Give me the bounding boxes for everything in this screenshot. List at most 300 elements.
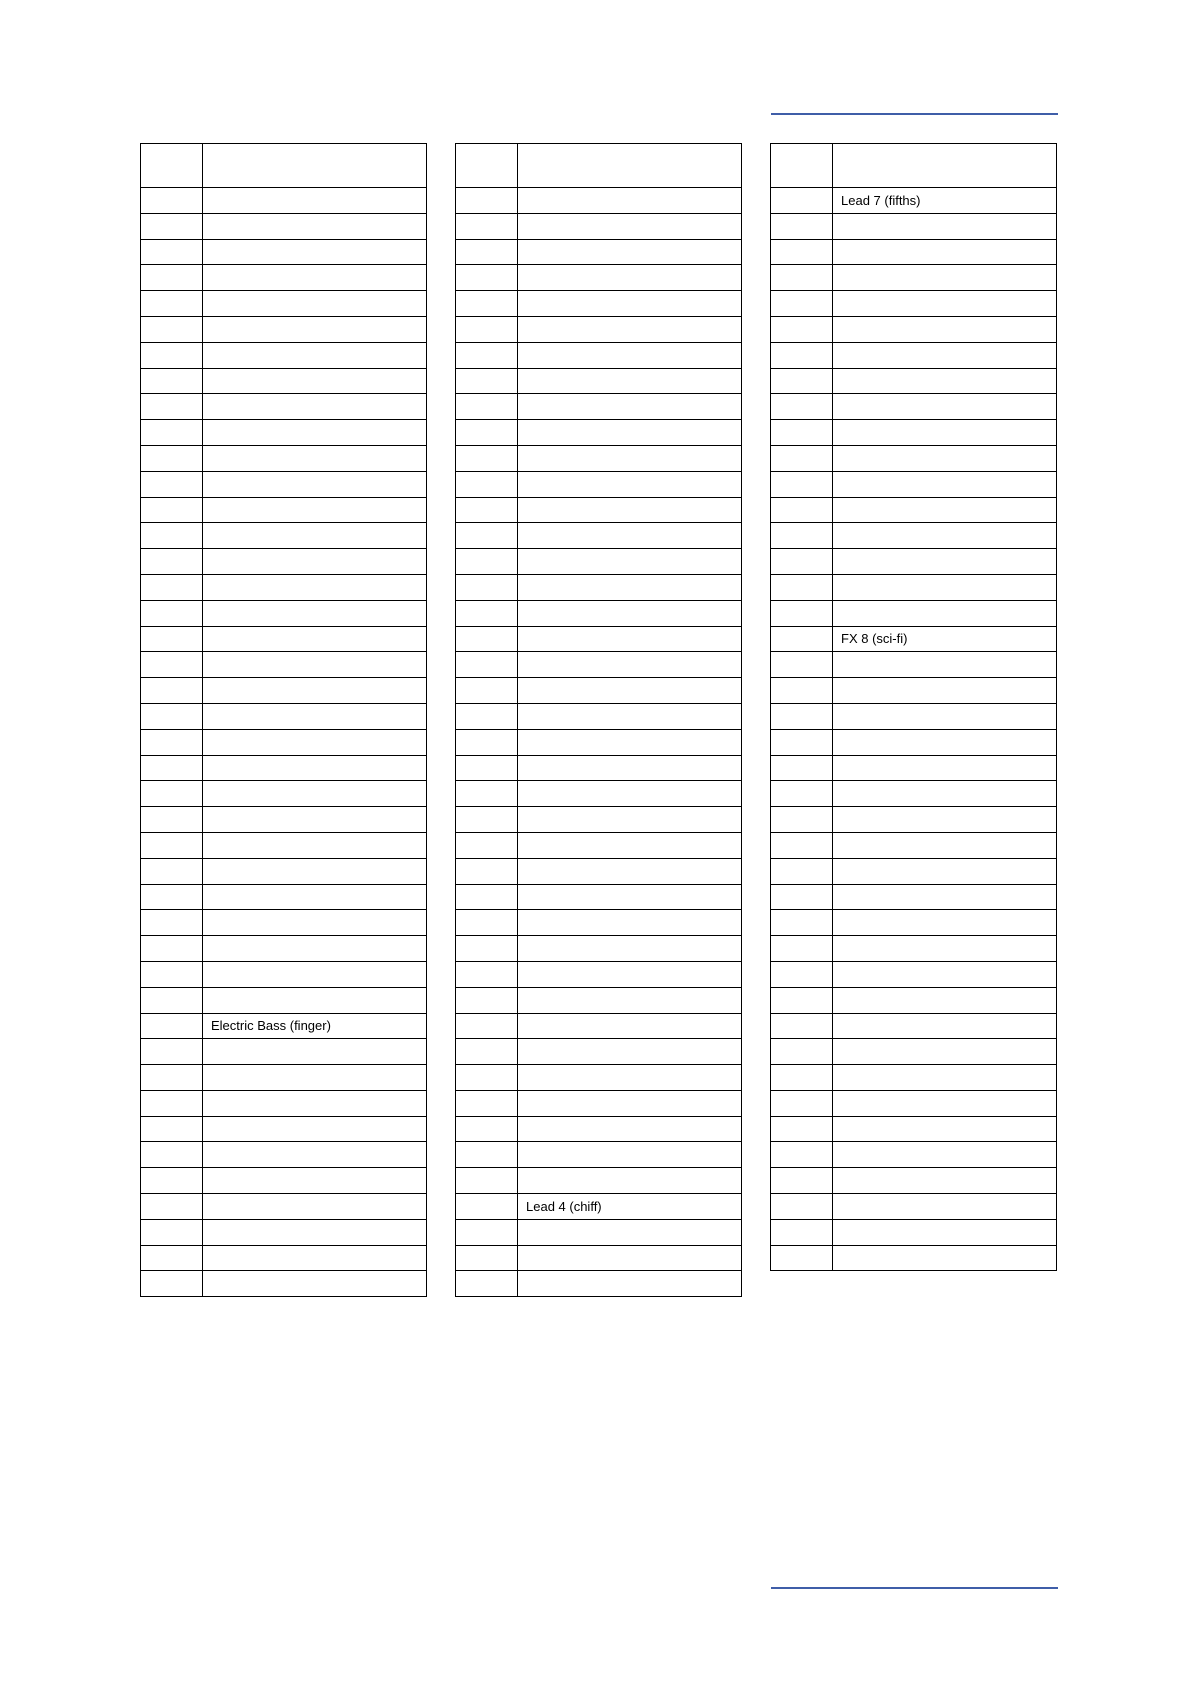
table-row	[141, 342, 427, 368]
table-row	[141, 239, 427, 265]
number-cell	[141, 394, 203, 420]
table-row	[456, 755, 742, 781]
number-cell	[771, 1245, 833, 1271]
table-row	[456, 858, 742, 884]
table-row	[456, 1271, 742, 1297]
number-cell	[141, 1116, 203, 1142]
table-header-row	[456, 144, 742, 188]
table-row	[771, 420, 1057, 446]
table-row	[771, 549, 1057, 575]
instrument-name-cell	[203, 961, 427, 987]
voice-table-1	[140, 143, 427, 1297]
number-cell	[771, 987, 833, 1013]
instrument-name-cell	[833, 394, 1057, 420]
table-row	[456, 523, 742, 549]
number-cell	[456, 755, 518, 781]
instrument-name-cell	[833, 239, 1057, 265]
number-cell	[771, 265, 833, 291]
table-row	[141, 420, 427, 446]
table-row	[141, 729, 427, 755]
number-cell	[456, 936, 518, 962]
number-cell	[771, 420, 833, 446]
number-cell	[456, 987, 518, 1013]
instrument-name-cell	[833, 291, 1057, 317]
number-cell	[141, 213, 203, 239]
instrument-name-cell	[203, 1194, 427, 1220]
number-cell	[771, 1219, 833, 1245]
instrument-name-cell	[833, 1090, 1057, 1116]
table-row	[771, 188, 1057, 214]
table-row	[141, 652, 427, 678]
number-cell	[141, 342, 203, 368]
header-number-cell	[456, 144, 518, 188]
number-cell	[141, 961, 203, 987]
number-cell	[456, 1116, 518, 1142]
instrument-name-cell	[203, 1116, 427, 1142]
number-cell	[456, 394, 518, 420]
instrument-name-cell	[518, 1168, 742, 1194]
instrument-name-cell	[203, 291, 427, 317]
table-row	[456, 961, 742, 987]
table-row	[141, 549, 427, 575]
instrument-name-cell	[833, 342, 1057, 368]
instrument-name-cell	[518, 471, 742, 497]
number-cell	[771, 213, 833, 239]
table-row	[771, 987, 1057, 1013]
instrument-name-cell	[203, 703, 427, 729]
instrument-name-cell	[518, 1245, 742, 1271]
instrument-name-cell	[518, 626, 742, 652]
table-row	[771, 1039, 1057, 1065]
instrument-name-cell	[518, 523, 742, 549]
instrument-name-cell	[203, 1142, 427, 1168]
table-row	[771, 445, 1057, 471]
instrument-name-cell	[518, 781, 742, 807]
instrument-name-cell	[518, 1219, 742, 1245]
table-row	[456, 626, 742, 652]
table-row	[456, 678, 742, 704]
instrument-name-cell	[518, 678, 742, 704]
number-cell	[141, 188, 203, 214]
instrument-name-cell	[518, 1090, 742, 1116]
table-row	[771, 1116, 1057, 1142]
instrument-name-cell	[203, 832, 427, 858]
number-cell	[141, 523, 203, 549]
header-name-cell	[203, 144, 427, 188]
number-cell	[771, 342, 833, 368]
table-row	[141, 1090, 427, 1116]
table-row	[456, 652, 742, 678]
number-cell	[771, 781, 833, 807]
number-cell	[771, 574, 833, 600]
number-cell	[456, 1245, 518, 1271]
number-cell	[456, 729, 518, 755]
instrument-name-cell	[833, 420, 1057, 446]
header-number-cell	[771, 144, 833, 188]
number-cell	[771, 807, 833, 833]
instrument-name-cell	[518, 1013, 742, 1039]
table-row	[141, 213, 427, 239]
table-header-row	[771, 144, 1057, 188]
table-row	[456, 445, 742, 471]
table-row	[771, 1219, 1057, 1245]
number-cell	[456, 1219, 518, 1245]
number-cell	[456, 703, 518, 729]
number-cell	[456, 781, 518, 807]
instrument-name-cell	[833, 936, 1057, 962]
table-row	[141, 1065, 427, 1091]
number-cell	[141, 291, 203, 317]
number-cell	[456, 213, 518, 239]
number-cell	[141, 1271, 203, 1297]
number-cell	[141, 549, 203, 575]
instrument-name-cell	[518, 420, 742, 446]
instrument-name-cell	[203, 626, 427, 652]
instrument-name-cell	[203, 936, 427, 962]
instrument-name-cell	[518, 961, 742, 987]
table-row	[771, 574, 1057, 600]
number-cell	[456, 291, 518, 317]
table-row	[771, 652, 1057, 678]
number-cell	[771, 961, 833, 987]
instrument-name-cell	[833, 678, 1057, 704]
instrument-name-cell	[203, 858, 427, 884]
table-row	[141, 1219, 427, 1245]
number-cell	[456, 626, 518, 652]
table-row	[771, 316, 1057, 342]
instrument-name-cell	[518, 910, 742, 936]
instrument-name-cell: Electric Bass (finger)	[203, 1013, 427, 1039]
instrument-name-cell: FX 8 (sci-fi)	[833, 626, 1057, 652]
instrument-name-cell	[833, 368, 1057, 394]
table-row	[456, 188, 742, 214]
instrument-name-cell	[203, 987, 427, 1013]
instrument-name-cell	[203, 497, 427, 523]
instrument-name-cell	[518, 368, 742, 394]
table-row	[456, 316, 742, 342]
table-row	[771, 1194, 1057, 1220]
instrument-name-cell	[518, 291, 742, 317]
number-cell	[771, 394, 833, 420]
table-row	[771, 884, 1057, 910]
instrument-name-cell	[833, 987, 1057, 1013]
instrument-name-cell	[203, 1065, 427, 1091]
table-row	[771, 213, 1057, 239]
number-cell	[456, 188, 518, 214]
instrument-name-cell	[203, 678, 427, 704]
table-row	[141, 1271, 427, 1297]
number-cell	[771, 1065, 833, 1091]
instrument-name-cell	[518, 497, 742, 523]
number-cell	[456, 1065, 518, 1091]
instrument-name-cell	[203, 316, 427, 342]
table-row	[141, 1116, 427, 1142]
number-cell	[456, 420, 518, 446]
number-cell	[141, 652, 203, 678]
number-cell	[141, 884, 203, 910]
instrument-name-cell	[518, 652, 742, 678]
instrument-name-cell	[518, 1271, 742, 1297]
instrument-name-cell	[518, 832, 742, 858]
table-row	[456, 1090, 742, 1116]
instrument-name-cell	[833, 1039, 1057, 1065]
instrument-name-cell	[203, 445, 427, 471]
instrument-name-cell	[203, 265, 427, 291]
instrument-name-cell: Lead 7 (fifths)	[833, 188, 1057, 214]
table-row	[456, 497, 742, 523]
instrument-name-cell	[518, 703, 742, 729]
number-cell	[141, 1245, 203, 1271]
table-row	[456, 342, 742, 368]
number-cell	[771, 652, 833, 678]
number-cell	[141, 471, 203, 497]
table-row	[771, 1013, 1057, 1039]
instrument-name-cell	[833, 961, 1057, 987]
table-row	[771, 265, 1057, 291]
number-cell	[141, 807, 203, 833]
table-row	[141, 1013, 427, 1039]
table-row	[456, 987, 742, 1013]
number-cell	[456, 574, 518, 600]
table-row	[456, 291, 742, 317]
instrument-name-cell	[518, 987, 742, 1013]
instrument-name-cell	[833, 652, 1057, 678]
number-cell	[141, 368, 203, 394]
table-row	[141, 394, 427, 420]
number-cell	[141, 1168, 203, 1194]
instrument-name-cell	[518, 549, 742, 575]
voice-table-3	[770, 143, 1057, 1271]
table-row	[141, 678, 427, 704]
instrument-name-cell	[203, 420, 427, 446]
table-row	[771, 497, 1057, 523]
number-cell	[456, 600, 518, 626]
table-row	[771, 781, 1057, 807]
number-cell	[141, 316, 203, 342]
number-cell	[771, 832, 833, 858]
table-row	[771, 678, 1057, 704]
number-cell	[771, 600, 833, 626]
instrument-name-cell	[203, 781, 427, 807]
instrument-name-cell	[833, 807, 1057, 833]
number-cell	[771, 729, 833, 755]
instrument-name-cell	[833, 265, 1057, 291]
table-row	[141, 936, 427, 962]
number-cell	[456, 445, 518, 471]
table-row	[456, 1065, 742, 1091]
number-cell	[771, 858, 833, 884]
number-cell	[771, 1194, 833, 1220]
table-row	[771, 755, 1057, 781]
instrument-name-cell	[518, 342, 742, 368]
table-row	[141, 703, 427, 729]
table-row	[771, 291, 1057, 317]
number-cell	[771, 936, 833, 962]
table-row	[456, 729, 742, 755]
table-row	[141, 1168, 427, 1194]
instrument-name-cell	[833, 910, 1057, 936]
table-row	[141, 961, 427, 987]
number-cell	[141, 858, 203, 884]
number-cell	[141, 755, 203, 781]
instrument-name-cell	[518, 239, 742, 265]
table-row	[456, 1039, 742, 1065]
instrument-name-cell	[203, 574, 427, 600]
table-row	[771, 1168, 1057, 1194]
number-cell	[141, 600, 203, 626]
header-number-cell	[141, 144, 203, 188]
voice-table-2	[455, 143, 742, 1297]
instrument-name-cell	[203, 523, 427, 549]
instrument-name-cell	[833, 781, 1057, 807]
instrument-name-cell	[518, 858, 742, 884]
number-cell	[456, 858, 518, 884]
instrument-name-cell	[518, 600, 742, 626]
number-cell	[456, 1090, 518, 1116]
table-row	[456, 781, 742, 807]
instrument-name-cell	[203, 1168, 427, 1194]
number-cell	[456, 961, 518, 987]
instrument-name-cell	[518, 755, 742, 781]
instrument-name-cell	[203, 471, 427, 497]
instrument-name-cell	[833, 471, 1057, 497]
instrument-name-cell	[203, 213, 427, 239]
instrument-name-cell	[833, 884, 1057, 910]
number-cell	[456, 832, 518, 858]
instrument-name-cell	[518, 188, 742, 214]
number-cell	[771, 910, 833, 936]
instrument-name-cell	[833, 1116, 1057, 1142]
instrument-name-cell	[203, 368, 427, 394]
table-row	[141, 1194, 427, 1220]
instrument-name-cell	[833, 858, 1057, 884]
instrument-name-cell	[203, 600, 427, 626]
table-row	[771, 807, 1057, 833]
table-row	[141, 1142, 427, 1168]
table-row	[141, 471, 427, 497]
number-cell	[771, 1168, 833, 1194]
number-cell	[456, 497, 518, 523]
table-row	[456, 420, 742, 446]
instrument-name-cell	[833, 497, 1057, 523]
instrument-name-cell	[518, 1039, 742, 1065]
number-cell	[456, 807, 518, 833]
number-cell	[771, 523, 833, 549]
number-cell	[141, 1142, 203, 1168]
table-row	[456, 936, 742, 962]
table-row	[456, 265, 742, 291]
table-row	[771, 1245, 1057, 1271]
number-cell	[141, 445, 203, 471]
instrument-name-cell	[833, 1065, 1057, 1091]
table-row	[141, 523, 427, 549]
instrument-name-cell	[518, 574, 742, 600]
number-cell	[456, 884, 518, 910]
number-cell	[456, 1039, 518, 1065]
table-row	[456, 1013, 742, 1039]
number-cell	[141, 729, 203, 755]
header-rule	[771, 113, 1058, 115]
table-row	[771, 1142, 1057, 1168]
table-row	[141, 858, 427, 884]
instrument-name-cell	[203, 188, 427, 214]
number-cell	[771, 239, 833, 265]
number-cell	[771, 1013, 833, 1039]
table-row	[141, 1039, 427, 1065]
instrument-name-cell	[518, 884, 742, 910]
number-cell	[141, 1039, 203, 1065]
table-row	[771, 858, 1057, 884]
footer-rule	[771, 1587, 1058, 1589]
number-cell	[771, 884, 833, 910]
table-row	[456, 910, 742, 936]
table-row	[141, 987, 427, 1013]
instrument-name-cell	[518, 445, 742, 471]
instrument-name-cell	[203, 1271, 427, 1297]
number-cell	[771, 549, 833, 575]
instrument-name-cell	[518, 1142, 742, 1168]
table-row	[771, 471, 1057, 497]
table-row	[456, 549, 742, 575]
instrument-name-cell	[833, 1194, 1057, 1220]
number-cell	[771, 316, 833, 342]
instrument-name-cell	[203, 807, 427, 833]
table-row	[456, 239, 742, 265]
number-cell	[771, 1090, 833, 1116]
instrument-name-cell	[203, 394, 427, 420]
table-row	[456, 600, 742, 626]
number-cell	[771, 626, 833, 652]
number-cell	[771, 445, 833, 471]
number-cell	[141, 420, 203, 446]
instrument-name-cell	[203, 910, 427, 936]
table-row	[771, 368, 1057, 394]
instrument-name-cell	[833, 316, 1057, 342]
table-row	[771, 1090, 1057, 1116]
instrument-name-cell	[518, 1116, 742, 1142]
number-cell	[456, 1194, 518, 1220]
number-cell	[456, 368, 518, 394]
number-cell	[141, 497, 203, 523]
instrument-name-cell	[203, 239, 427, 265]
table-row	[456, 703, 742, 729]
instrument-name-cell	[203, 729, 427, 755]
number-cell	[771, 755, 833, 781]
table-row	[456, 1116, 742, 1142]
number-cell	[141, 832, 203, 858]
table-row	[141, 781, 427, 807]
instrument-name-cell	[833, 1168, 1057, 1194]
table-header-row	[141, 144, 427, 188]
instrument-name-cell	[518, 316, 742, 342]
table-row	[771, 626, 1057, 652]
number-cell	[771, 188, 833, 214]
instrument-name-cell	[833, 832, 1057, 858]
number-cell	[456, 239, 518, 265]
instrument-name-cell	[833, 213, 1057, 239]
number-cell	[141, 936, 203, 962]
table-row	[141, 316, 427, 342]
number-cell	[141, 987, 203, 1013]
instrument-name-cell	[518, 213, 742, 239]
number-cell	[771, 497, 833, 523]
instrument-name-cell	[833, 1142, 1057, 1168]
number-cell	[456, 1271, 518, 1297]
number-cell	[456, 1168, 518, 1194]
table-row	[771, 910, 1057, 936]
header-name-cell	[518, 144, 742, 188]
instrument-name-cell	[833, 523, 1057, 549]
